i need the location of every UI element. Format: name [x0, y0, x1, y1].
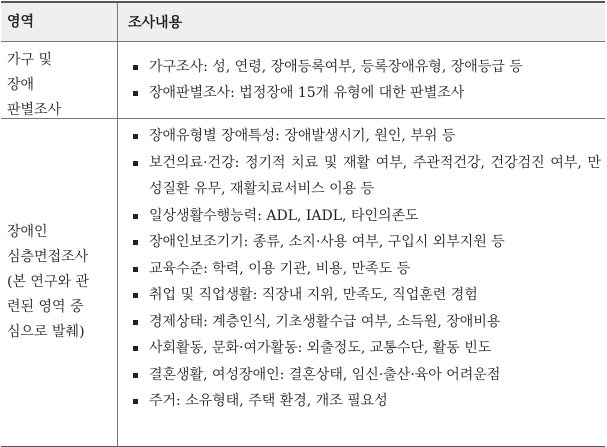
list-item: 장애인보조기기: 종류, 소지·사용 여부, 구입시 외부지원 등 [128, 229, 601, 256]
list-item: 장애판별조사: 법정장애 15개 유형에 대한 판별조사 [128, 80, 523, 107]
area-cell [1, 119, 118, 446]
table-row-household [1, 42, 605, 119]
area-line: 심으로 발췌) [7, 324, 85, 340]
area-line: 장애 [7, 77, 35, 93]
header-content: 조사내용 [128, 15, 183, 31]
list-item: 결혼생활, 여성장애인: 결혼상태, 임신·출산·육아 어려운점 [128, 362, 601, 389]
table-header-row [1, 3, 605, 42]
list-item: 취업 및 직업생활: 직장내 지위, 만족도, 직업훈련 경험 [128, 282, 601, 309]
area-line: (본 연구와 관 [7, 274, 89, 290]
list-item: 장애유형별 장애특성: 장애발생시기, 원인, 부위 등 [128, 123, 601, 150]
list-item: 경제상태: 계층인식, 기초생활수급 여부, 소득원, 장애비용 [128, 309, 601, 336]
table-row-interview [1, 119, 605, 446]
survey-table [1, 1, 605, 447]
header-area: 영역 [1, 3, 118, 41]
area-line: 가구 및 [7, 52, 53, 68]
list-item: 일상생활수행능력: ADL, IADL, 타인의존도 [128, 203, 601, 230]
list-item: 주거: 소유형태, 주택 환경, 개조 필요성 [128, 388, 601, 415]
area-line: 판별조사 [7, 102, 62, 118]
list-item: 가구조사: 성, 연령, 장애등록여부, 등록장애유형, 장애등급 등 [128, 54, 523, 81]
area-line: 장애인 [7, 224, 48, 240]
list-item: 교육수준: 학력, 이용 기관, 비용, 만족도 등 [128, 256, 601, 283]
content-list [128, 54, 523, 107]
area-line: 련된 영역 중 [7, 299, 84, 315]
list-item: 사회활동, 문화·여가활동: 외출정도, 교통수단, 활동 빈도 [128, 335, 601, 362]
content-cell [118, 119, 605, 446]
content-cell [118, 42, 605, 118]
list-item: 보건의료·건강: 정기적 치료 및 재활 여부, 주관적건강, 건강검진 여부, 만성질환 유무, 재활치료서비스 이용 등 [128, 150, 601, 203]
area-cell [1, 42, 118, 118]
area-line: 심층면접조사 [7, 249, 89, 265]
content-list [128, 123, 601, 415]
